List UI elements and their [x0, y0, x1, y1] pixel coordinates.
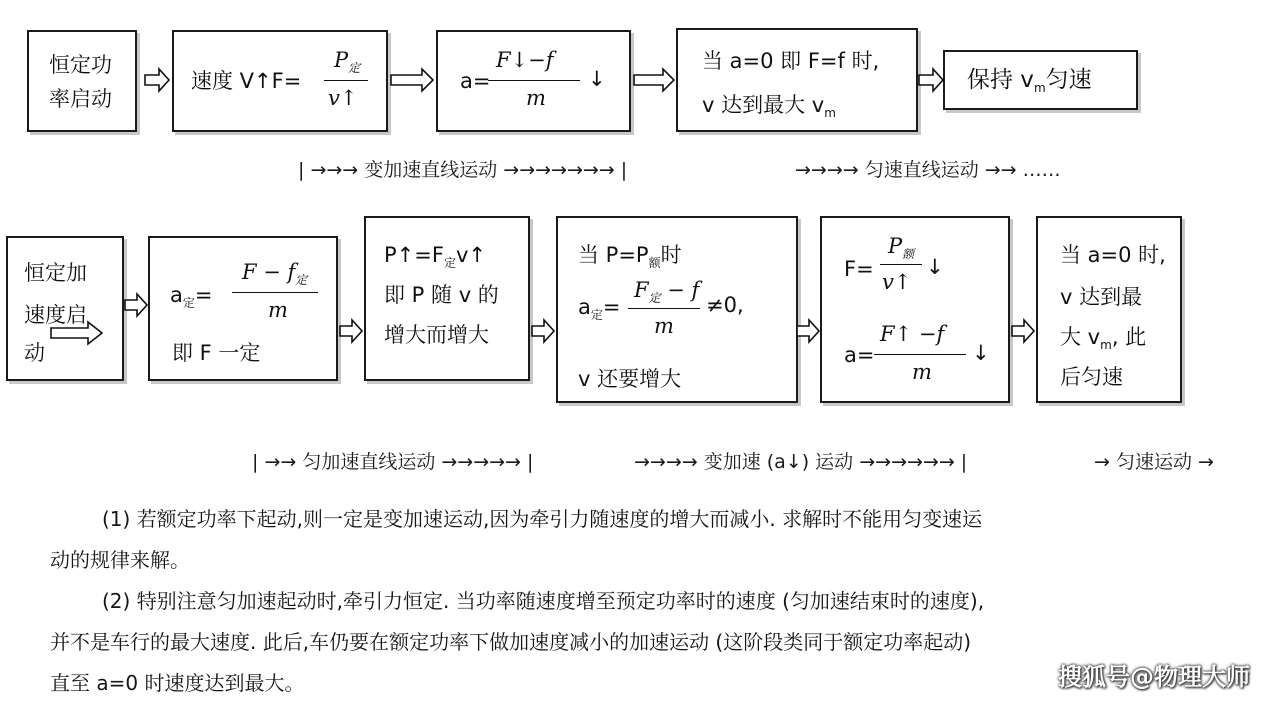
row2-dec-num1-sub: 额: [902, 247, 915, 261]
row2-box-rated: [556, 216, 798, 403]
row2-dec-pre2: a=: [844, 343, 875, 367]
row1-velocity-num-sub: 定: [348, 61, 361, 75]
row2-box-start: [6, 236, 124, 381]
row1-box-start-line1: 恒定功: [49, 53, 112, 77]
row1-velocity-pre: 速度 V↑F=: [191, 69, 302, 93]
row2-start-line3: 动: [24, 341, 45, 365]
row2-dec-post2: ↓: [972, 341, 990, 365]
row2-rated-line3: v 还要增大: [578, 367, 682, 391]
row1-arrow-1: [144, 66, 170, 94]
row2-rated-num: F: [634, 278, 649, 302]
row2-ca-eq: =: [194, 283, 213, 307]
row2-summary-c: → 匀速运动 →: [1094, 451, 1214, 473]
row2-dec-post1: ↓: [926, 255, 944, 279]
note2-line3: 直至 a=0 时速度达到最大。: [50, 671, 305, 695]
row1-arrow-3: [633, 66, 675, 94]
row2-ca-pre: [170, 283, 213, 310]
row2-box-decreasing: [820, 216, 1010, 403]
row2-power-l1-post: v↑: [455, 243, 486, 267]
row2-box-final: [1036, 216, 1182, 403]
row2-rated-num-sub: 定: [648, 291, 661, 305]
note1-line1: (1) 若额定功率下起动,则一定是变加速运动,因为牵引力随速度的增大而减小. 求解时不能用匀变速运: [102, 507, 983, 531]
row1-max-line2-text: v 达到最大 v: [702, 93, 825, 117]
row2-final-line3: [1060, 325, 1147, 352]
row2-rated-eq: =: [602, 295, 621, 319]
row2-start-line1: 恒定加: [24, 261, 87, 285]
row2-summary-b: →→→→ 变加速 (a↓) 运动 →→→→→→ |: [634, 451, 968, 473]
row1-arrow-4: [918, 66, 944, 94]
row2-power-line1: [384, 243, 486, 270]
row1-hold-text: [967, 68, 1092, 93]
row2-power-l1-sub: 定: [443, 256, 456, 270]
row2-final-l3b: , 此: [1111, 325, 1147, 349]
row1-hold-post: 匀速: [1045, 67, 1092, 93]
row2-arrow-3: [531, 318, 555, 344]
row1-hold-sub: m: [1033, 81, 1046, 95]
row2-rated-a-sub: 定: [590, 308, 603, 322]
row1-box-start: [27, 30, 137, 132]
row2-dec-num1: P: [888, 234, 903, 258]
row2-power-line3: 增大而增大: [384, 323, 489, 347]
row2-arrow-1: [124, 292, 148, 318]
row2-rated-l1-post: 时: [660, 243, 682, 267]
row1-velocity-num: P: [334, 48, 349, 72]
row2-power-l1: P↑=F: [384, 243, 444, 267]
row2-start-line2: 速度启: [24, 303, 87, 327]
row2-dec-pre1: F=: [844, 257, 874, 281]
row2-rated-den: m: [654, 314, 674, 338]
row2-summary-a: | →→ 匀加速直线运动 →→→→→ |: [252, 451, 534, 473]
row1-velocity-den: v↑: [328, 86, 358, 110]
row1-hold-pre: 保持 v: [967, 67, 1034, 93]
row2-dec-den2: m: [912, 360, 932, 384]
note2-line1: (2) 特别注意匀加速起动时,牵引力恒定. 当功率随速度增至预定功率时的速度 (匀加速结束时的速度),: [102, 589, 985, 613]
row1-box-max-speed: [676, 28, 918, 132]
row1-box-hold: [943, 50, 1138, 110]
row2-power-line2: 即 P 随 v 的: [384, 283, 499, 307]
row1-arrow-2: [390, 66, 434, 94]
row2-ca-a-sub: 定: [182, 296, 195, 310]
row1-accel-post: ↓: [588, 67, 606, 91]
row2-rated-l1-sub: 额: [648, 256, 661, 270]
row2-final-line4: 后匀速: [1060, 365, 1123, 389]
watermark: 搜狐号@物理大师: [1058, 663, 1250, 691]
row2-rated-l1: 当 P=P: [578, 243, 649, 267]
row2-arrow-5: [1011, 318, 1035, 344]
row1-box-accel: [436, 30, 631, 132]
row2-arrow-2: [339, 318, 363, 344]
row2-box-const-accel: [148, 236, 338, 381]
row2-rated-a: a: [578, 295, 591, 319]
row1-accel-pre: a=: [460, 69, 491, 93]
row2-box-power: [364, 216, 530, 381]
row2-ca-den: m: [268, 298, 288, 322]
row2-ca-a: a: [170, 283, 183, 307]
row2-rated-line1: [578, 243, 682, 270]
row1-summary-a: | →→→ 变加速直线运动 →→→→→→→ |: [298, 159, 628, 181]
row2-rated-pre: [578, 295, 621, 322]
note2-line2: 并不是车行的最大速度. 此后,车仍要在额定功率下做加速度减小的加速运动 (这阶段类同于额定功率起动): [50, 630, 972, 654]
row2-dec-num2: F↑ −f: [880, 322, 945, 346]
row2-ca-line2: 即 F 一定: [172, 341, 261, 365]
row1-max-line2: [702, 93, 836, 120]
row2-final-l3a: 大 v: [1060, 325, 1101, 349]
row2-rated-num-post: − f: [660, 278, 700, 302]
row2-start-overlay-arrow: [50, 320, 104, 346]
row2-arrow-4: [796, 318, 820, 344]
row1-accel-den: m: [526, 86, 546, 110]
row1-max-line2-sub: m: [824, 106, 836, 120]
row2-final-line2: v 达到最: [1060, 285, 1143, 309]
row2-ca-num: F − f: [242, 260, 296, 284]
note1-line2: 动的规律来解。: [50, 548, 190, 572]
row2-dec-den1: v↑: [882, 270, 912, 294]
row1-box-velocity: [172, 30, 388, 132]
row2-final-line1: 当 a=0 时,: [1060, 243, 1166, 267]
row2-rated-post: ≠0,: [706, 293, 744, 317]
row1-box-start-line2: 率启动: [49, 87, 112, 111]
row1-max-line1: 当 a=0 即 F=f 时,: [702, 49, 880, 73]
row1-accel-num: F↓−f: [496, 48, 554, 72]
row1-summary-b: →→→→ 匀速直线运动 →→ ……: [795, 159, 1061, 181]
row2-ca-num-sub: 定: [295, 273, 308, 287]
row2-final-l3sub: m: [1100, 338, 1112, 352]
